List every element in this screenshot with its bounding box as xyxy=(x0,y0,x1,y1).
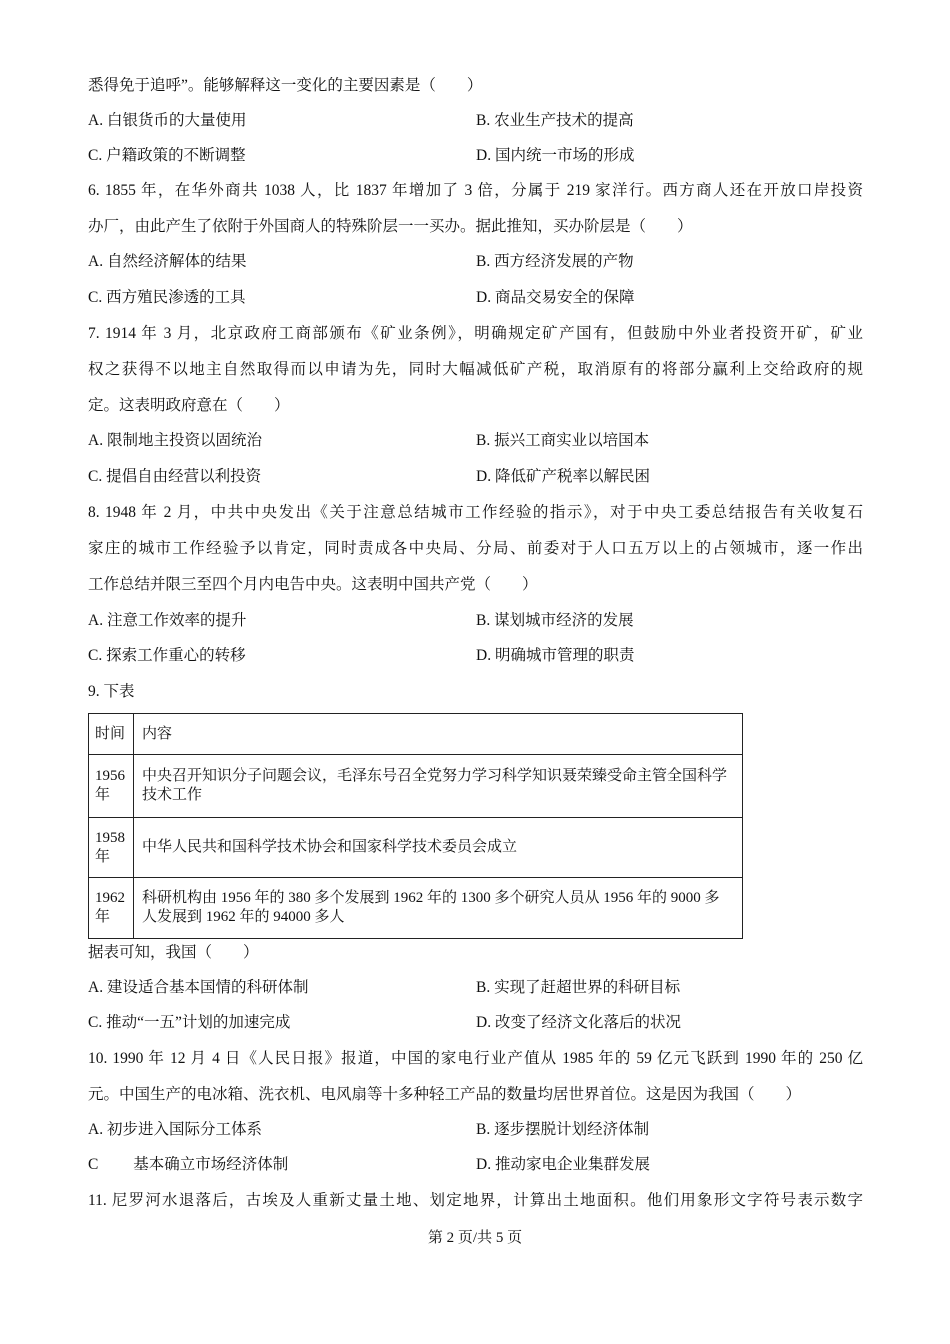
q5-option-d: D. 国内统一市场的形成 xyxy=(476,147,635,164)
q10-option-d: D. 推动家电企业集群发展 xyxy=(476,1156,650,1173)
q6-option-a: A. 自然经济解体的结果 xyxy=(88,253,247,270)
q9-option-a: A. 建设适合基本国情的科研体制 xyxy=(88,979,309,996)
q5-option-c: C. 户籍政策的不断调整 xyxy=(88,147,246,164)
q6-option-d: D. 商品交易安全的保障 xyxy=(476,289,635,306)
q8-option-a: A. 注意工作效率的提升 xyxy=(88,612,247,629)
q5-option-b: B. 农业生产技术的提高 xyxy=(476,112,634,129)
q9-option-c: C. 推动“一五”计划的加速完成 xyxy=(88,1014,291,1031)
q10-stem-line: 元。中国生产的电冰箱、洗衣机、电风扇等十多种轻工产品的数量均居世界首位。这是因为我国（ ） xyxy=(88,1086,802,1103)
table-header-row xyxy=(89,714,743,755)
q11-stem-line: 11. 尼罗河水退落后，古埃及人重新丈量土地、划定地界，计算出土地面积。他们用象形文字符号表示数字 xyxy=(88,1192,863,1209)
table-cell-time: 1958 年 xyxy=(89,818,134,878)
q10-option-b: B. 逐步摆脱计划经济体制 xyxy=(476,1121,650,1138)
q9-intro: 9. 下表 xyxy=(88,683,135,700)
q6-option-c: C. 西方殖民渗透的工具 xyxy=(88,289,246,306)
table-row xyxy=(89,878,743,939)
q5-option-a: A. 白银货币的大量使用 xyxy=(88,112,247,129)
page-footer: 第 2 页/共 5 页 xyxy=(427,1230,523,1246)
q7-option-d: D. 降低矿产税率以解民困 xyxy=(476,468,650,485)
q8-option-b: B. 谋划城市经济的发展 xyxy=(476,612,634,629)
q7-stem-line: 权之获得不以地主自然取得而以申请为先，同时大幅减低矿产税，取消原有的将部分赢利上交给政府的规 xyxy=(88,361,863,378)
q7-option-a: A. 限制地主投资以固统治 xyxy=(88,432,262,449)
q7-option-c: C. 提倡自由经营以利投资 xyxy=(88,468,262,485)
q9-question: 据表可知，我国（ ） xyxy=(88,944,259,961)
q10-stem-line: 10. 1990 年 12 月 4 日《人民日报》报道，中国的家电行业产值从 1985 年的 59 亿元飞跃到 1990 年的 250 亿 xyxy=(88,1050,863,1067)
table-cell-content: 科研机构由 1956 年的 380 多个发展到 1962 年的 1300 多个研究人员从 1956 年的 9000 多人发展到 1962 年的 94000 多人 xyxy=(134,878,743,939)
table-row xyxy=(89,818,743,878)
table-row xyxy=(89,755,743,818)
table-cell-time: 1956 年 xyxy=(89,755,134,818)
q10-option-c: C 基本确立市场经济体制 xyxy=(88,1156,289,1173)
q5-stem-tail: 悉得免于追呼”。能够解释这一变化的主要因素是（ ） xyxy=(88,77,483,94)
q9-option-d: D. 改变了经济文化落后的状况 xyxy=(476,1014,681,1031)
q8-option-d: D. 明确城市管理的职责 xyxy=(476,647,635,664)
q6-option-b: B. 西方经济发展的产物 xyxy=(476,253,634,270)
q7-stem-line: 7. 1914 年 3 月，北京政府工商部颁布《矿业条例》，明确规定矿产国有，但鼓励中外业者投资开矿，矿业 xyxy=(88,325,863,342)
table-cell-time: 1962 年 xyxy=(89,878,134,939)
q6-stem-line: 6. 1855 年，在华外商共 1038 人，比 1837 年增加了 3 倍，分属于 219 家洋行。西方商人还在开放口岸投资 xyxy=(88,182,863,199)
table-header-content: 内容 xyxy=(134,714,743,755)
q8-stem-line: 8. 1948 年 2 月，中共中央发出《关于注意总结城市工作经验的指示》，对于中央工委总结报告有关收复石 xyxy=(88,504,863,521)
q6-stem-line: 办厂，由此产生了依附于外国商人的特殊阶层一一买办。据此推知，买办阶层是（ ） xyxy=(88,218,693,235)
table-cell-content: 中华人民共和国科学技术协会和国家科学技术委员会成立 xyxy=(134,818,743,878)
q7-stem-line: 定。这表明政府意在（ ） xyxy=(88,397,290,414)
q8-stem-line: 家庄的城市工作经验予以肯定，同时责成各中央局、分局、前委对于人口五万以上的占领城市，逐一作出 xyxy=(88,540,863,557)
q7-option-b: B. 振兴工商实业以培国本 xyxy=(476,432,650,449)
q9-table xyxy=(88,713,743,939)
table-cell-content: 中央召开知识分子问题会议，毛泽东号召全党努力学习科学知识聂荣臻受命主管全国科学技术工作 xyxy=(134,755,743,818)
q8-option-c: C. 探索工作重心的转移 xyxy=(88,647,246,664)
q10-option-a: A. 初步进入国际分工体系 xyxy=(88,1121,262,1138)
q9-option-b: B. 实现了赶超世界的科研目标 xyxy=(476,979,681,996)
table-header-time: 时间 xyxy=(89,714,134,755)
q8-stem-line: 工作总结并限三至四个月内电告中央。这表明中国共产党（ ） xyxy=(88,576,538,593)
